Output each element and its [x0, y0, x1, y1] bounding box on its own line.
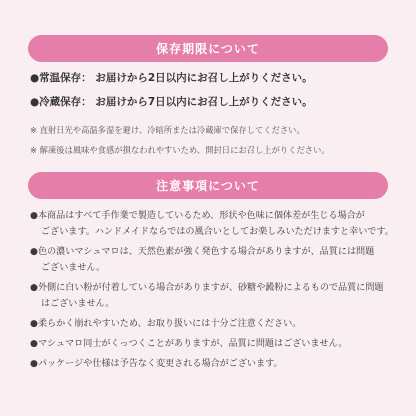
storage-title: 保存期限について	[156, 42, 260, 56]
bullet-icon: ●	[30, 319, 38, 329]
storage-item-room-temp	[30, 66, 390, 90]
caution-item	[30, 208, 394, 240]
storage-section	[30, 66, 390, 160]
caution-text: 柔らかく崩れやすいため、お取り扱いには十分ご注意ください。	[37, 319, 302, 329]
caution-text: ございます。ハンドメイドならではの風合いとしてお楽しみいただけますと幸いです。	[41, 227, 394, 237]
bullet-icon: ●	[30, 96, 40, 108]
caution-text: はございません。	[41, 299, 115, 309]
bullet-icon: ●	[30, 247, 38, 257]
storage-item-refrigerated	[30, 90, 390, 114]
storage-banner	[28, 35, 388, 62]
caution-item	[30, 244, 390, 276]
bullet-icon: ●	[30, 339, 38, 349]
bullet-icon: ●	[30, 359, 38, 369]
storage-text: お届けから2日以内にお召し上がりください。	[95, 72, 313, 84]
caution-section	[30, 208, 394, 376]
storage-label: 冷蔵保存：	[39, 96, 92, 108]
caution-item	[30, 336, 390, 352]
caution-text: 外側に白い粉が付着している場合がありますが、砂糖や澱粉によるもので品質に問題	[37, 283, 384, 293]
caution-item	[30, 316, 390, 332]
caution-banner	[28, 172, 388, 199]
storage-label: 常温保存：	[39, 72, 92, 84]
caution-text: 本商品はすべて手作業で製造しているため、形状や色味に個体差が生じる場合が	[37, 211, 365, 221]
caution-item	[30, 280, 390, 312]
storage-note: ※ 解凍後は風味や食感が損なわれやすいため、開封日にお召し上がりください。	[30, 145, 330, 155]
storage-text: お届けから7日以内にお召し上がりください。	[95, 96, 313, 108]
caution-item	[30, 356, 390, 372]
caution-text: パッケージや仕様は予告なく変更される場合がございます。	[37, 359, 283, 369]
storage-note: ※ 直射日光や高温多湿を避け、冷暗所または冷蔵庫で保存してください。	[30, 125, 305, 135]
bullet-icon: ●	[30, 72, 40, 84]
caution-text: ございません。	[41, 263, 106, 273]
caution-title: 注意事項について	[156, 179, 260, 193]
bullet-icon: ●	[30, 211, 38, 221]
bullet-icon: ●	[30, 283, 38, 293]
caution-text: 色の濃いマシュマロは、天然色素が強く発色する場合がありますが、品質には問題	[37, 247, 375, 257]
caution-text: マシュマロ同士がくっつくことがありますが、品質に問題はございません。	[37, 339, 348, 349]
